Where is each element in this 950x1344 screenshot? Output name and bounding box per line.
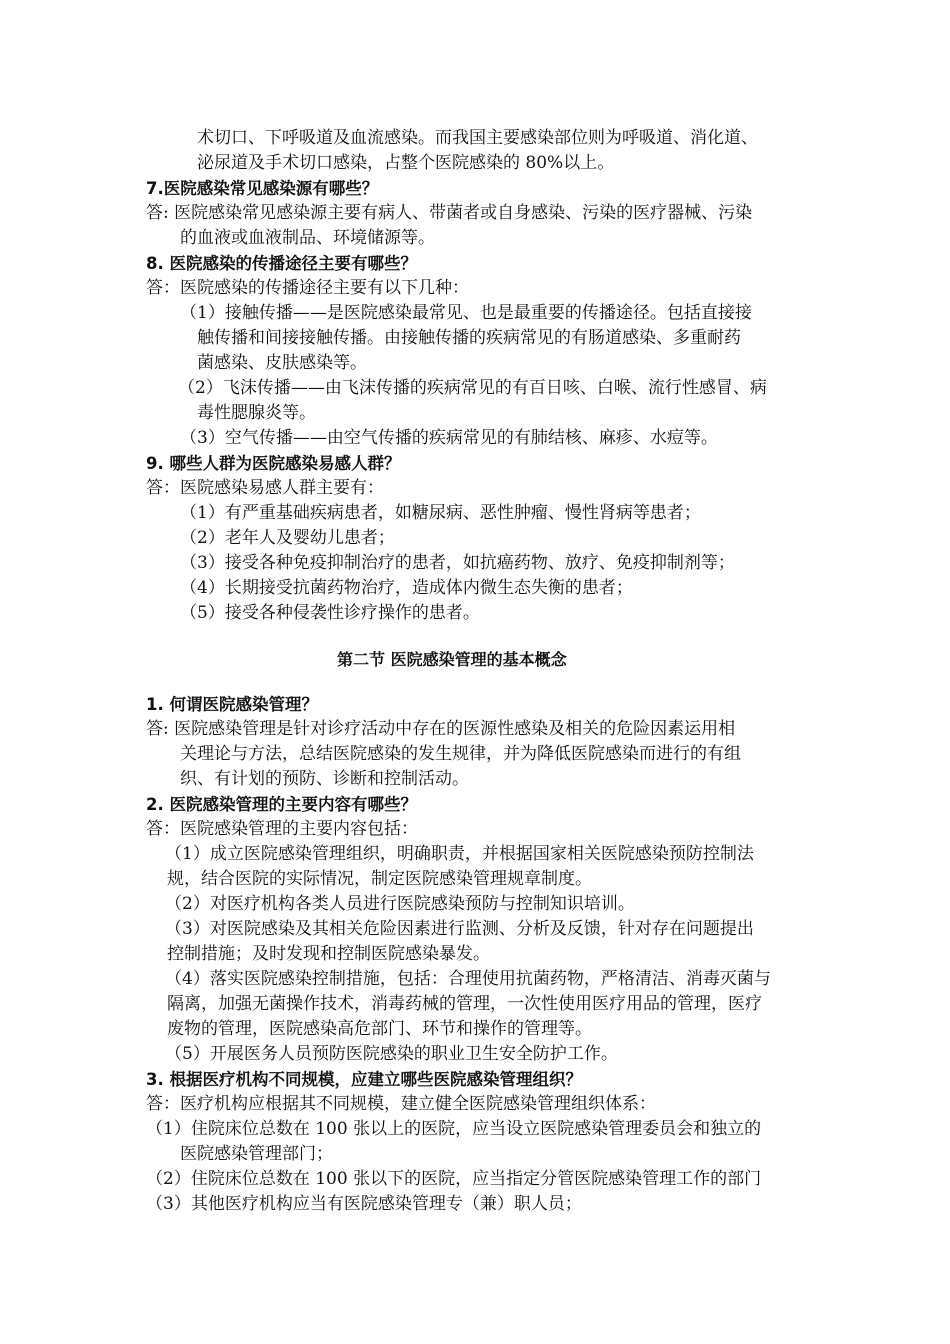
text-line: 毒性腮腺炎等。 [197,403,316,423]
text-line: 隔离，加强无菌操作技术，消毒药械的管理，一次性使用医疗用品的管理，医疗 [167,994,762,1014]
answer-line: 答：医院感染管理的主要内容包括： [146,819,418,839]
question-heading: 8. 医院感染的传播途径主要有哪些？ [146,254,417,273]
text-line: 规，结合医院的实际情况，制定医院感染管理规章制度。 [167,869,592,889]
list-item: （5）接受各种侵袭性诊疗操作的患者。 [180,603,480,623]
text-line: 关理论与方法，总结医院感染的发生规律，并为降低医院感染而进行的有组 [180,744,741,764]
list-item: （2）老年人及婴幼儿患者； [180,528,395,548]
question-heading: 2. 医院感染管理的主要内容有哪些？ [146,795,417,814]
list-item: （4）长期接受抗菌药物治疗，造成体内微生态失衡的患者； [180,578,633,598]
list-item: （1）住院床位总数在 100 张以上的医院，应当设立医院感染管理委员会和独立的 [146,1119,762,1139]
list-item: （5）开展医务人员预防医院感染的职业卫生安全防护工作。 [165,1044,618,1064]
text-line: 菌感染、皮肤感染等。 [197,353,367,373]
text-line: 织、有计划的预防、诊断和控制活动。 [180,769,469,789]
answer-line: 答：医院感染易感人群主要有： [146,478,384,498]
text-line: 医院感染管理部门； [180,1144,333,1164]
list-item: （3）其他医疗机构应当有医院感染管理专（兼）职人员； [146,1194,582,1214]
question-heading: 9. 哪些人群为医院感染易感人群？ [146,454,401,473]
question-heading: 3. 根据医疗机构不同规模，应建立哪些医院感染管理组织？ [146,1070,582,1089]
answer-line: 答：医院感染的传播途径主要有以下几种： [146,278,469,298]
list-item: （4）落实医院感染控制措施，包括：合理使用抗菌药物，严格清洁、消毒灭菌与 [165,969,771,989]
answer-line: 答：医疗机构应根据其不同规模，建立健全医院感染管理组织体系： [146,1094,656,1114]
list-item: （2）对医疗机构各类人员进行医院感染预防与控制知识培训。 [165,894,635,914]
text-line: 控制措施；及时发现和控制医院感染暴发。 [167,944,490,964]
list-item: （2）住院床位总数在 100 张以下的医院，应当指定分管医院感染管理工作的部门 [146,1169,762,1189]
question-heading: 7.医院感染常见感染源有哪些？ [146,179,379,198]
list-item: （3）空气传播——由空气传播的疾病常见的有肺结核、麻疹、水痘等。 [180,428,718,448]
text-line: 的血液或血液制品、环境储源等。 [180,228,435,248]
answer-line: 答: 医院感染常见感染源主要有病人、带菌者或自身感染、污染的医疗器械、污染 [146,203,753,223]
question-heading: 1. 何谓医院感染管理？ [146,695,318,714]
list-item: （1）接触传播——是医院感染最常见、也是最重要的传播途径。包括直接接 [180,303,752,323]
list-item: （3）接受各种免疫抑制治疗的患者，如抗癌药物、放疗、免疫抑制剂等； [180,553,735,573]
list-item: （1）成立医院感染管理组织，明确职责，并根据国家相关医院感染预防控制法 [165,844,754,864]
list-item: （3）对医院感染及其相关危险因素进行监测、分析及反馈，针对存在问题提出 [165,919,754,939]
section-title: 第二节 医院感染管理的基本概念 [337,650,567,669]
text-line: 术切口、下呼吸道及血流感染。而我国主要感染部位则为呼吸道、消化道、 [197,128,758,148]
list-item: （2）飞沫传播——由飞沫传播的疾病常见的有百日咳、白喉、流行性感冒、病 [178,378,767,398]
text-line: 触传播和间接接触传播。由接触传播的疾病常见的有肠道感染、多重耐药 [197,328,741,348]
text-line: 废物的管理，医院感染高危部门、环节和操作的管理等。 [167,1019,592,1039]
answer-line: 答: 医院感染管理是针对诊疗活动中存在的医源性感染及相关的危险因素运用相 [146,719,736,739]
list-item: （1）有严重基础疾病患者，如糖尿病、恶性肿瘤、慢性肾病等患者； [180,503,701,523]
text-line: 泌尿道及手术切口感染，占整个医院感染的 80%以上。 [197,153,615,173]
